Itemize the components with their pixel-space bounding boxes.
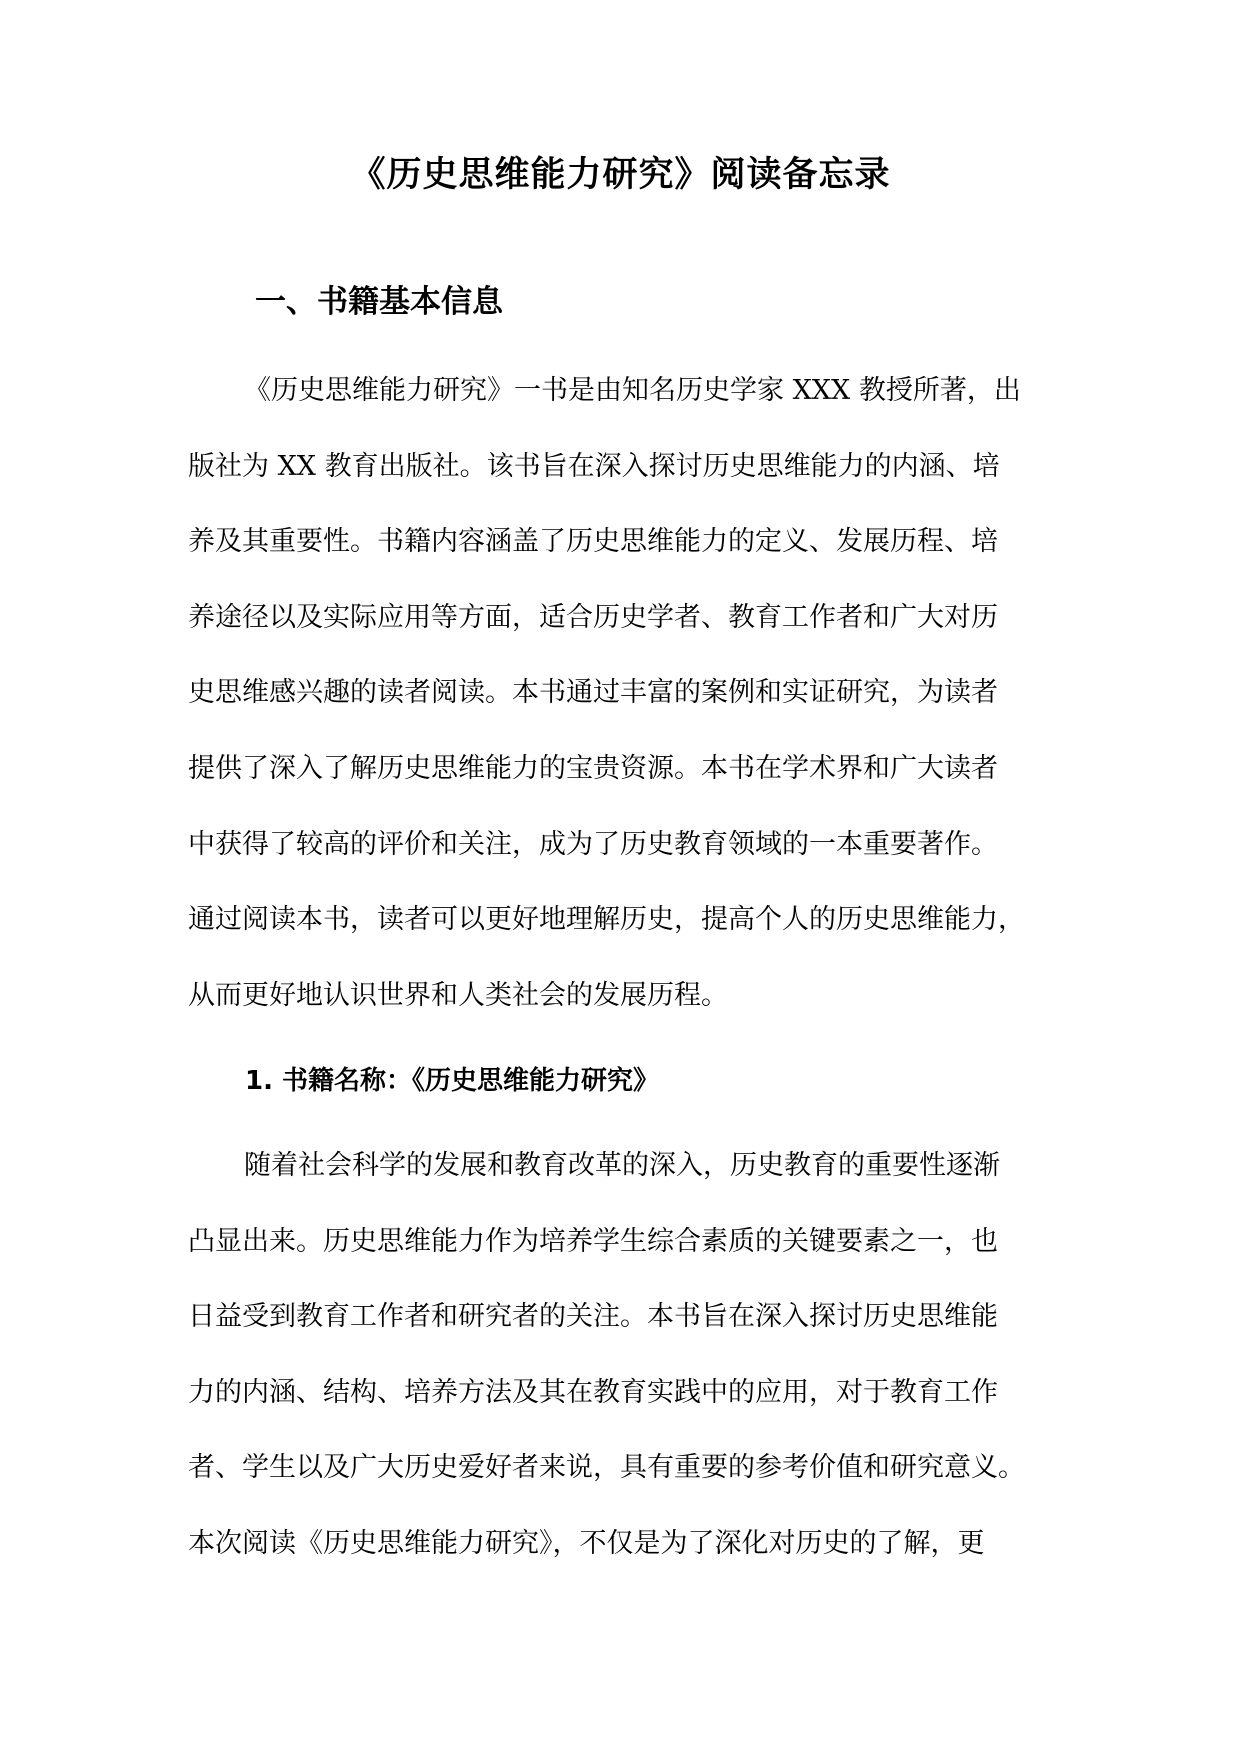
paragraph-line: 《历史思维能力研究》一书是由知名历史学家 XXX 教授所著，出	[244, 375, 1021, 406]
paragraph-line: 本次阅读《历史思维能力研究》，不仅是为了深化对历史的了解，更	[188, 1527, 985, 1559]
paragraph-line: 者、学生以及广大历史爱好者来说，具有重要的参考价值和研究意义。	[188, 1452, 1025, 1484]
subsection-paragraph-book-name	[188, 1128, 1050, 1582]
paragraph-line: 凸显出来。历史思维能力作为培养学生综合素质的关键要素之一，也	[188, 1225, 998, 1257]
paragraph-line: 史思维感兴趣的读者阅读。本书通过丰富的案例和实证研究，为读者	[188, 677, 998, 709]
paragraph-line: 通过阅读本书，读者可以更好地理解历史，提高个人的历史思维能力，	[188, 904, 1025, 936]
document-title: 《历史思维能力研究》阅读备忘录	[350, 155, 891, 195]
paragraph-line: 版社为 XX 教育出版社。该书旨在深入探讨历史思维能力的内涵、培	[188, 450, 1000, 482]
paragraph-line: 随着社会科学的发展和教育改革的深入，历史教育的重要性逐渐	[244, 1150, 1000, 1181]
paragraph-line: 从而更好地认识世界和人类社会的发展历程。	[188, 979, 728, 1011]
paragraph-line: 养及其重要性。书籍内容涵盖了历史思维能力的定义、发展历程、培	[188, 526, 998, 558]
paragraph-line: 日益受到教育工作者和研究者的关注。本书旨在深入探讨历史思维能	[188, 1301, 998, 1333]
section-paragraph-book-info	[188, 353, 1050, 1033]
paragraph-line: 力的内涵、结构、培养方法及其在教育实践中的应用，对于教育工作	[188, 1376, 998, 1408]
paragraph-line: 中获得了较高的评价和关注，成为了历史教育领域的一本重要著作。	[188, 828, 998, 860]
section-heading-book-info: 一、书籍基本信息	[255, 284, 503, 320]
paragraph-line: 养途径以及实际应用等方面，适合历史学者、教育工作者和广大对历	[188, 601, 998, 633]
subsection-heading-book-name: 1. 书籍名称：《历史思维能力研究》	[245, 1066, 660, 1096]
paragraph-line: 提供了深入了解历史思维能力的宝贵资源。本书在学术界和广大读者	[188, 752, 998, 784]
